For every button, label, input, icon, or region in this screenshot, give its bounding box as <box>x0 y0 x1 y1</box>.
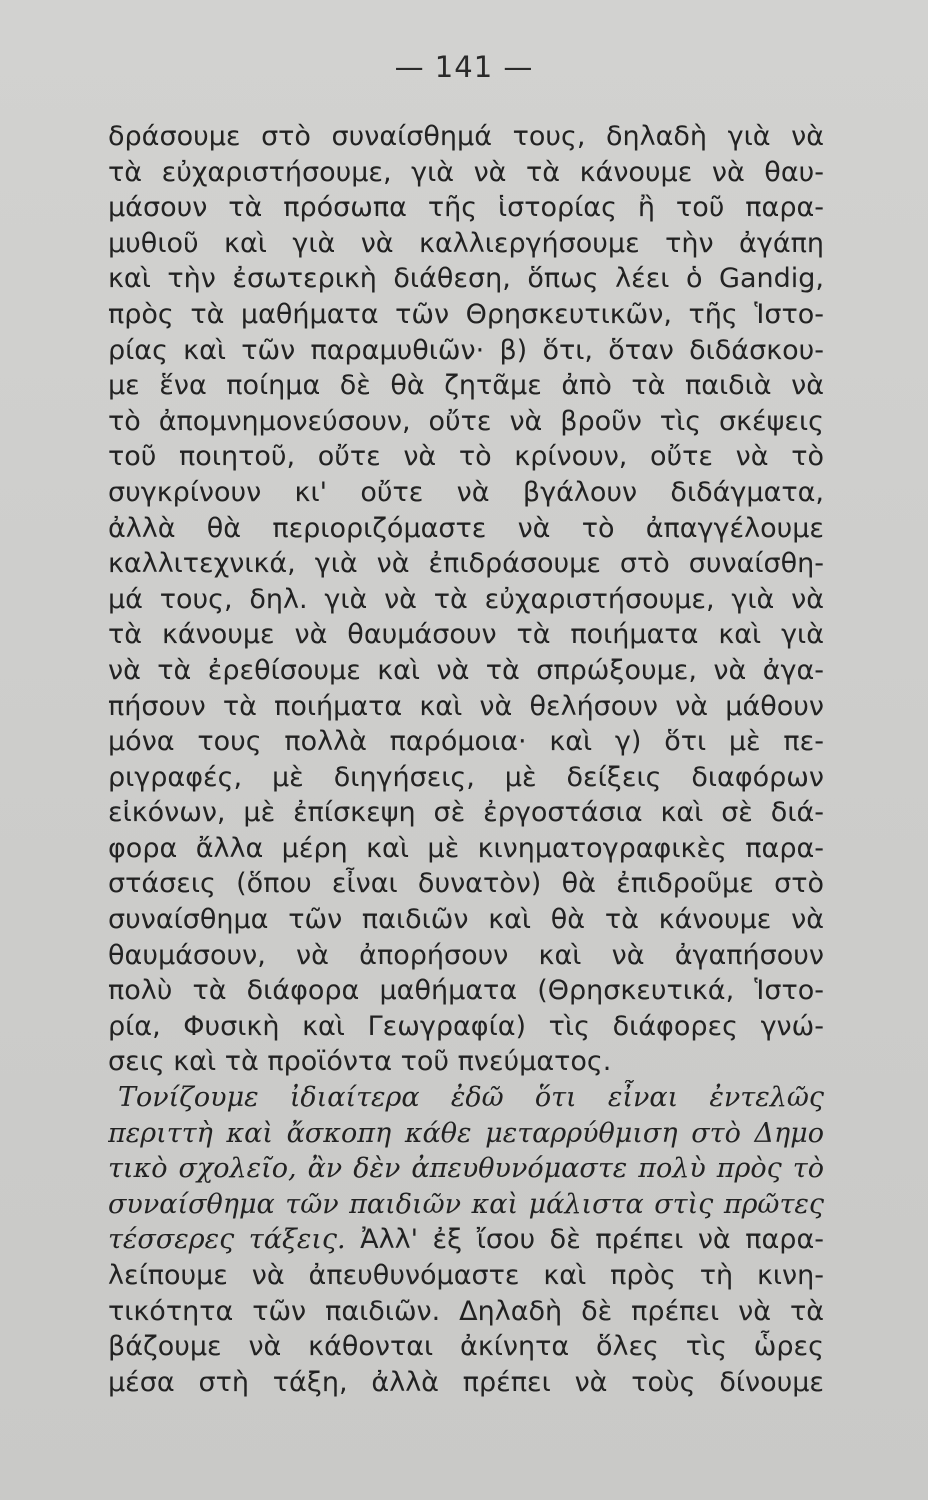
text-line: ρία, Φυσικὴ καὶ Γεωγραφία) τὶς διάφορες γνώ- <box>108 1010 824 1042</box>
text-line: τὰ κάνουμε νὰ θαυμάσουν τὰ ποιήματα καὶ γιὰ <box>108 619 824 651</box>
normal-segment: Ἀλλ' ἐξ ἴσου δὲ πρέπει νὰ παρα- <box>345 1224 824 1256</box>
italic-text-line: περιττὴ καὶ ἄσκοπη κάθε μεταρρύθμιση στὸ Δημο <box>108 1117 824 1149</box>
text-line: μυθιοῦ καὶ γιὰ νὰ καλλιεργήσουμε τὴν ἀγάπη <box>108 227 824 259</box>
text-line: τὰ εὐχαριστήσουμε, γιὰ νὰ τὰ κάνουμε νὰ θαυ- <box>108 156 824 188</box>
text-line: φορα ἄλλα μέρη καὶ μὲ κινηματογραφικὲς παρα- <box>108 832 824 864</box>
text-line: ρίας καὶ τῶν παραμυθιῶν· β) ὅτι, ὅταν διδάσκου- <box>108 334 824 366</box>
text-line: δράσουμε στὸ συναίσθημά τους, δηλαδὴ γιὰ νὰ <box>108 121 824 152</box>
text-line: τὸ ἀπομνημονεύσουν, οὔτε νὰ βροῦν τὶς σκέψεις <box>108 405 824 437</box>
text-line: σεις καὶ τὰ προϊόντα τοῦ πνεύματος. <box>108 1046 612 1078</box>
text-line: πήσουν τὰ ποιήματα καὶ νὰ θελήσουν νὰ μάθουν <box>108 690 824 722</box>
text-line: βάζουμε νὰ κάθονται ἀκίνητα ὅλες τὶς ὧρες <box>108 1331 824 1363</box>
italic-text-line: τικὸ σχολεῖο, ἂν δὲν ἀπευθυνόμαστε πολὺ πρὸς τὸ <box>108 1153 824 1185</box>
text-line: μόνα τους πολλὰ παρόμοια· καὶ γ) ὅτι μὲ πε- <box>108 726 824 758</box>
text-line: θαυμάσουν, νὰ ἀπορήσουν καὶ νὰ ἀγαπήσουν <box>108 939 824 971</box>
text-line: τικότητα τῶν παιδιῶν. Δηλαδὴ δὲ πρέπει νὰ τὰ <box>108 1295 824 1327</box>
body-text <box>108 119 824 1400</box>
text-line: συναίσθημα τῶν παιδιῶν καὶ θὰ τὰ κάνουμε νὰ <box>108 904 824 936</box>
text-line: πολὺ τὰ διάφορα μαθήματα (Θρησκευτικά, Ἱστο- <box>108 975 824 1007</box>
text-line: συγκρίνουν κι' οὔτε νὰ βγάλουν διδάγματα, <box>108 476 824 508</box>
italic-text-line: συναίσθημα τῶν παιδιῶν καὶ μάλιστα στὶς πρῶτες <box>108 1188 824 1220</box>
italic-segment: τέσσερες τάξεις. <box>108 1224 346 1256</box>
mixed-text-line <box>108 1222 824 1258</box>
text-line: μάσουν τὰ πρόσωπα τῆς ἱστορίας ἢ τοῦ παρα- <box>108 192 824 224</box>
text-line: νὰ τὰ ἐρεθίσουμε καὶ νὰ τὰ σπρώξουμε, νὰ ἀγα- <box>108 654 824 686</box>
text-line: λείπουμε νὰ ἀπευθυνόμαστε καὶ πρὸς τὴ κινη- <box>108 1260 824 1291</box>
italic-text-line: Τονίζουμε ἰδιαίτερα ἐδῶ ὅτι εἶναι ἐντελῶς <box>118 1082 824 1114</box>
text-line: ἀλλὰ θὰ περιοριζόμαστε νὰ τὸ ἀπαγγέλουμε <box>108 512 824 544</box>
text-line: μά τους, δηλ. γιὰ νὰ τὰ εὐχαριστήσουμε, γιὰ νὰ <box>108 583 824 615</box>
text-line: καλλιτεχνικά, γιὰ νὰ ἐπιδράσουμε στὸ συναίσθη- <box>108 548 824 580</box>
text-line: τοῦ ποιητοῦ, οὔτε νὰ τὸ κρίνουν, οὔτε νὰ τὸ <box>108 441 824 473</box>
page-number: — 141 — <box>394 50 534 84</box>
text-line: στάσεις (ὅπου εἶναι δυνατὸν) θὰ ἐπιδροῦμε στὸ <box>108 868 824 900</box>
text-line: μέσα στὴ τάξη, ἀλλὰ πρέπει νὰ τοὺς δίνουμε <box>108 1366 824 1398</box>
text-line: εἰκόνων, μὲ ἐπίσκεψη σὲ ἐργοστάσια καὶ σὲ διά- <box>108 797 824 829</box>
text-line: καὶ τὴν ἐσωτερικὴ διάθεση, ὅπως λέει ὁ Gandig, <box>108 263 824 295</box>
text-line: με ἕνα ποίημα δὲ θὰ ζητᾶμε ἀπὸ τὰ παιδιὰ νὰ <box>108 370 824 402</box>
text-line: πρὸς τὰ μαθήματα τῶν Θρησκευτικῶν, τῆς Ἱστο- <box>108 298 824 330</box>
text-line: ριγραφές, μὲ διηγήσεις, μὲ δείξεις διαφόρων <box>108 761 824 793</box>
